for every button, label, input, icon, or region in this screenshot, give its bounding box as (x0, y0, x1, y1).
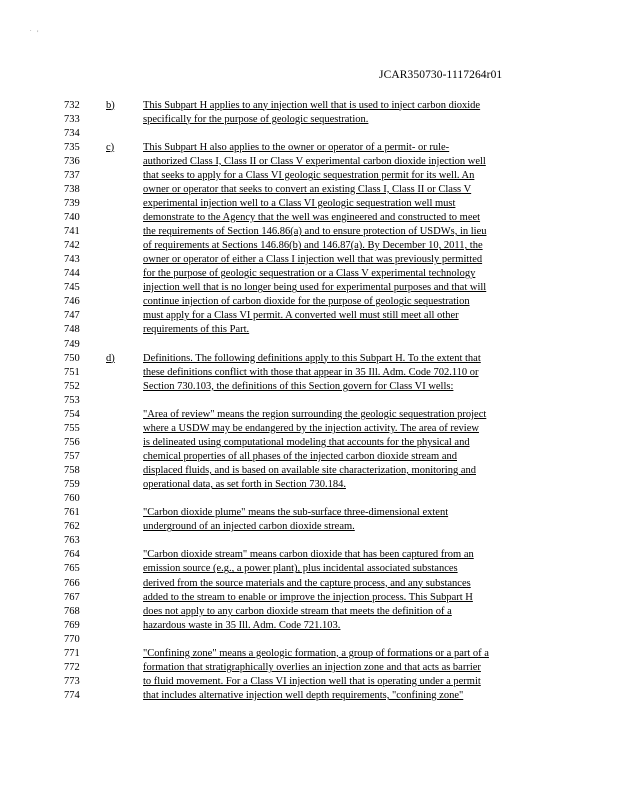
line-number: 749 (64, 338, 80, 350)
body-text: This Subpart H also applies to the owner or operator of a permit- or rule- (143, 141, 450, 153)
body-text: Definitions. The following definitions apply to this Subpart H. To the extent that (143, 352, 481, 364)
text-line (0, 408, 618, 422)
line-number: 769 (64, 619, 80, 631)
text-line (0, 689, 618, 703)
text-line (0, 506, 618, 520)
definition-text: chemical properties of all phases of the injected carbon dioxide stream and (143, 451, 458, 462)
line-number: 767 (64, 591, 80, 603)
line-number: 756 (64, 436, 80, 448)
definition-text: hazardous waste in 35 Ill. Adm. Code 721.103. (143, 619, 341, 631)
subsection-marker: c) (106, 141, 115, 153)
body-text: authorized Class I, Class II or Class V experimental carbon dioxide injection well (143, 155, 486, 167)
line-number: 762 (64, 521, 80, 533)
line-number: 747 (64, 310, 80, 322)
text-line (0, 155, 618, 169)
text-line (0, 450, 618, 464)
text-line (0, 562, 618, 576)
definition-text: is delineated using computational modeling that accounts for the physical and (143, 436, 470, 448)
body-text: This Subpart H applies to any injection well that is used to inject carbon dioxide (143, 99, 481, 111)
body-text: must apply for a Class VI permit. A converted well must still meet all other (143, 310, 459, 322)
text-line (0, 605, 618, 619)
definition-text: added to the stream to enable or improve the injection process. This Subpart H (143, 591, 473, 603)
text-line (0, 591, 618, 605)
text-line (0, 675, 618, 689)
text-line (0, 253, 618, 267)
definition-text: formation that stratigraphically overlies an injection zone and that acts as barrier (143, 661, 481, 673)
text-line (0, 309, 618, 323)
body-text: owner or operator of either a Class I injection well that was previously permitted (143, 254, 483, 266)
definition-text: where a USDW may be endangered by the injection activity. The area of review (143, 422, 479, 434)
line-number: 741 (64, 226, 80, 238)
body-text: demonstrate to the Agency that the well was engineered and constructed to meet (143, 211, 481, 223)
line-number: 739 (64, 197, 80, 209)
definition-text: displaced fluids, and is based on available site characterization, monitoring and (143, 465, 476, 477)
text-line (0, 577, 618, 591)
text-line (0, 197, 618, 211)
line-number: 754 (64, 408, 80, 420)
text-line (0, 183, 618, 197)
line-number: 771 (64, 647, 80, 659)
text-line (0, 352, 618, 366)
body-text: that seeks to apply for a Class VI geologic sequestration permit for its well. An (143, 169, 475, 181)
line-number: 751 (64, 366, 80, 378)
line-number: 773 (64, 675, 80, 687)
body-text: continue injection of carbon dioxide for the purpose of geologic sequestration (143, 296, 470, 308)
definition-text: operational data, as set forth in Section 730.184. (143, 479, 346, 491)
text-line (0, 464, 618, 478)
text-line (0, 534, 618, 548)
line-number: 757 (64, 451, 80, 462)
line-number: 750 (64, 352, 80, 364)
definition-text: does not apply to any carbon dioxide stream that meets the definition of a (143, 605, 452, 617)
text-line (0, 225, 618, 239)
line-number: 743 (64, 254, 80, 266)
text-line (0, 99, 618, 113)
text-line (0, 520, 618, 534)
line-number: 735 (64, 141, 80, 153)
definition-text: "Carbon dioxide plume" means the sub-surface three-dimensional extent (143, 507, 449, 519)
line-number: 770 (64, 633, 80, 645)
text-line (0, 436, 618, 450)
body-text: for the purpose of geologic sequestration or a Class V experimental technology (143, 268, 476, 280)
line-number: 764 (64, 549, 80, 561)
line-number: 761 (64, 507, 80, 519)
scan-mark: . , (30, 27, 41, 33)
text-line (0, 647, 618, 661)
text-line (0, 323, 618, 337)
line-number: 774 (64, 690, 80, 702)
line-number: 758 (64, 465, 80, 477)
body-text: the requirements of Section 146.86(a) and to ensure protection of USDWs, in lieu (143, 226, 487, 238)
line-number: 746 (64, 296, 80, 308)
line-number: 759 (64, 479, 80, 491)
body-text: these definitions conflict with those that appear in 35 Ill. Adm. Code 702.110 or (143, 366, 479, 378)
text-line (0, 239, 618, 253)
subsection-marker: b) (106, 99, 115, 111)
body-text: owner or operator that seeks to convert an existing Class I, Class II or Class V (143, 183, 472, 195)
text-line (0, 478, 618, 492)
text-line (0, 619, 618, 633)
line-number: 755 (64, 422, 80, 434)
definition-text: emission source (e.g., a power plant), plus incidental associated substances (143, 563, 458, 575)
definition-text: to fluid movement. For a Class VI injection well that is operating under a permit (143, 675, 481, 687)
body-text: specifically for the purpose of geologic sequestration. (143, 113, 369, 125)
definition-text: underground of an injected carbon dioxide stream. (143, 521, 355, 533)
text-line (0, 281, 618, 295)
line-number: 753 (64, 394, 80, 406)
text-line (0, 422, 618, 436)
text-line (0, 295, 618, 309)
text-line (0, 661, 618, 675)
line-number: 765 (64, 563, 80, 575)
line-number: 742 (64, 240, 80, 252)
text-line (0, 338, 618, 352)
text-line (0, 113, 618, 127)
line-number: 732 (64, 99, 80, 111)
text-line (0, 380, 618, 394)
definition-text: that includes alternative injection well depth requirements, "confining zone" (143, 690, 464, 702)
text-line (0, 169, 618, 183)
document-id: JCAR350730-1117264r01 (379, 69, 503, 81)
line-number: 772 (64, 661, 80, 673)
line-number: 752 (64, 380, 80, 392)
text-line (0, 267, 618, 281)
text-line (0, 394, 618, 408)
line-number: 744 (64, 268, 80, 280)
definition-text: derived from the source materials and the capture process, and any substances (143, 577, 471, 589)
line-number: 736 (64, 155, 80, 167)
text-line (0, 548, 618, 562)
line-number: 760 (64, 493, 80, 505)
line-number: 745 (64, 282, 80, 294)
line-number: 740 (64, 211, 80, 223)
body-text: requirements of this Part. (143, 324, 250, 336)
line-number: 733 (64, 113, 80, 125)
text-line (0, 211, 618, 225)
definition-text: "Area of review" means the region surrounding the geologic sequestration project (143, 408, 487, 420)
body-text: of requirements at Sections 146.86(b) and 146.87(a). By December 10, 2011, the (143, 240, 483, 252)
body-text: injection well that is no longer being used for experimental purposes and that will (143, 282, 487, 294)
line-number: 766 (64, 577, 80, 589)
text-line (0, 492, 618, 506)
definition-text: "Carbon dioxide stream" means carbon dioxide that has been captured from an (143, 549, 474, 561)
text-line (0, 633, 618, 647)
text-line (0, 141, 618, 155)
body-text: experimental injection well to a Class VI geologic sequestration well must (143, 197, 456, 209)
line-number: 737 (64, 169, 80, 181)
text-line (0, 127, 618, 141)
line-number: 763 (64, 535, 80, 547)
definition-text: "Confining zone" means a geologic formation, a group of formations or a part of a (143, 647, 489, 659)
line-number: 738 (64, 183, 80, 195)
line-number: 748 (64, 324, 80, 336)
text-line (0, 366, 618, 380)
line-number: 734 (64, 127, 80, 139)
line-number: 768 (64, 605, 80, 617)
subsection-marker: d) (106, 352, 115, 364)
body-text: Section 730.103, the definitions of this Section govern for Class VI wells: (143, 380, 454, 392)
